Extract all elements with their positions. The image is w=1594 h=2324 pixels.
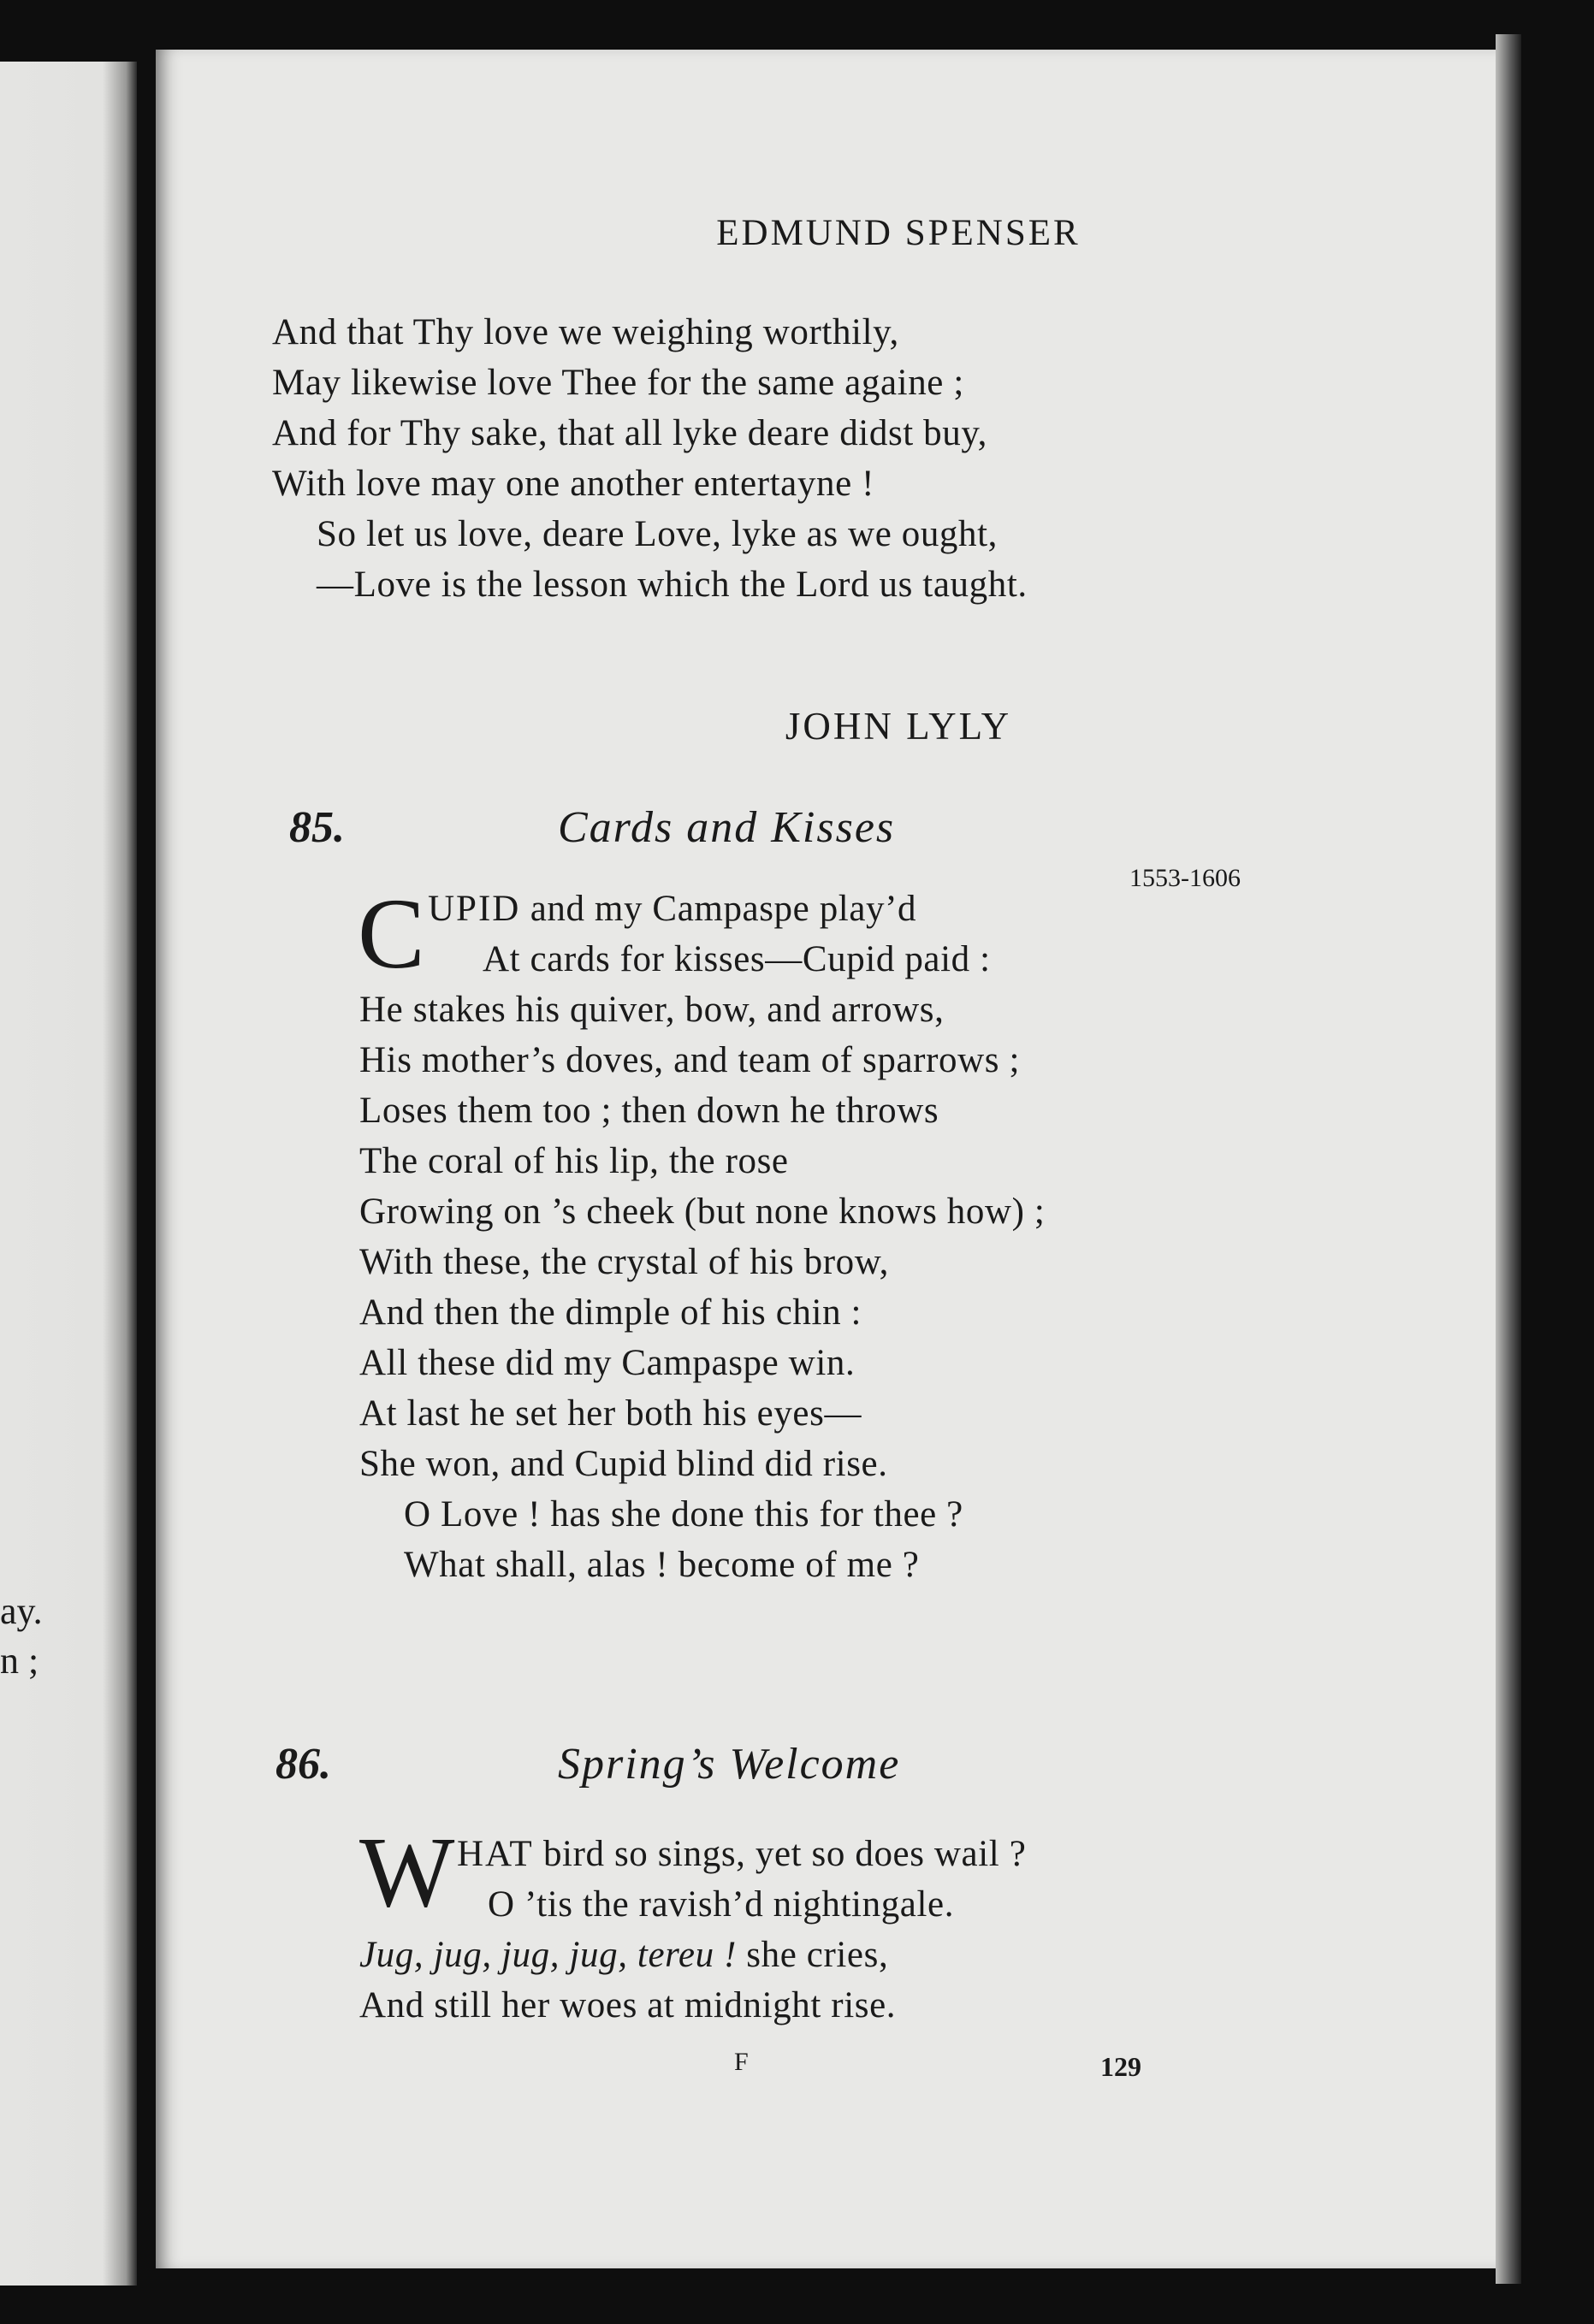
- verse-line: [359, 1934, 888, 1976]
- poem-title: Spring’s Welcome: [558, 1740, 901, 1789]
- verse-line: His mother’s doves, and team of sparrows ;: [359, 1040, 1020, 1080]
- verse-line: With these, the crystal of his brow,: [359, 1242, 889, 1282]
- page-edge: [1496, 34, 1521, 2284]
- verse-line: [428, 888, 916, 930]
- verse-line: [457, 1833, 1026, 1875]
- verse-line: All these did my Campaspe win.: [359, 1343, 856, 1383]
- book-page: [156, 50, 1496, 2268]
- verse-line: What shall, alas ! become of me ?: [404, 1545, 920, 1585]
- verse-line: At last he set her both his eyes—: [359, 1393, 862, 1434]
- verse-line: So let us love, deare Love, lyke as we ought,: [317, 514, 998, 554]
- running-head: EDMUND SPENSER: [716, 213, 1081, 253]
- verse-line: —Love is the lesson which the Lord us taught.: [317, 565, 1028, 605]
- verse-line: And still her woes at midnight rise.: [359, 1985, 897, 2025]
- poem-number: 86.: [276, 1740, 331, 1789]
- verse-line: And for Thy sake, that all lyke deare didst buy,: [272, 413, 988, 453]
- signature-mark: F: [734, 2048, 749, 2076]
- verse-line: And then the dimple of his chin :: [359, 1292, 862, 1333]
- first-word: UPID: [428, 889, 521, 929]
- page-number: 129: [1100, 2051, 1141, 2082]
- verse-line: O ’tis the ravish’d nightingale.: [488, 1884, 955, 1925]
- verse-line: At cards for kisses—Cupid paid :: [483, 939, 991, 979]
- line-rest: she cries,: [736, 1935, 889, 1975]
- first-line-rest: bird so sings, yet so does wail ?: [533, 1834, 1027, 1874]
- drop-cap: C: [358, 878, 425, 990]
- verse-line: And that Thy love we weighing worthily,: [272, 312, 899, 352]
- poem-number: 85.: [289, 803, 345, 852]
- first-word: HAT: [457, 1834, 534, 1874]
- facing-page-edge: [0, 62, 137, 2286]
- refrain-italic: Jug, jug, jug, jug, tereu !: [359, 1935, 737, 1975]
- verse-line: With love may one another entertayne !: [272, 464, 875, 504]
- author-heading: JOHN LYLY: [785, 705, 1012, 748]
- verse-line: May likewise love Thee for the same againe ;: [272, 363, 964, 403]
- verse-line: Growing on ’s cheek (but none knows how) ;: [359, 1192, 1046, 1232]
- facing-page-fragment: n ;: [0, 1640, 39, 1682]
- author-dates: 1553-1606: [1129, 864, 1241, 892]
- verse-line: The coral of his lip, the rose: [359, 1141, 789, 1181]
- verse-line: She won, and Cupid blind did rise.: [359, 1444, 888, 1484]
- drop-cap: W: [359, 1816, 455, 1928]
- first-line-rest: and my Campaspe play’d: [520, 889, 917, 929]
- poem-title: Cards and Kisses: [558, 803, 896, 852]
- verse-line: Loses them too ; then down he throws: [359, 1091, 939, 1131]
- verse-line: He stakes his quiver, bow, and arrows,: [359, 990, 945, 1030]
- verse-line: O Love ! has she done this for thee ?: [404, 1494, 963, 1535]
- facing-page-fragment: ay.: [0, 1590, 43, 1632]
